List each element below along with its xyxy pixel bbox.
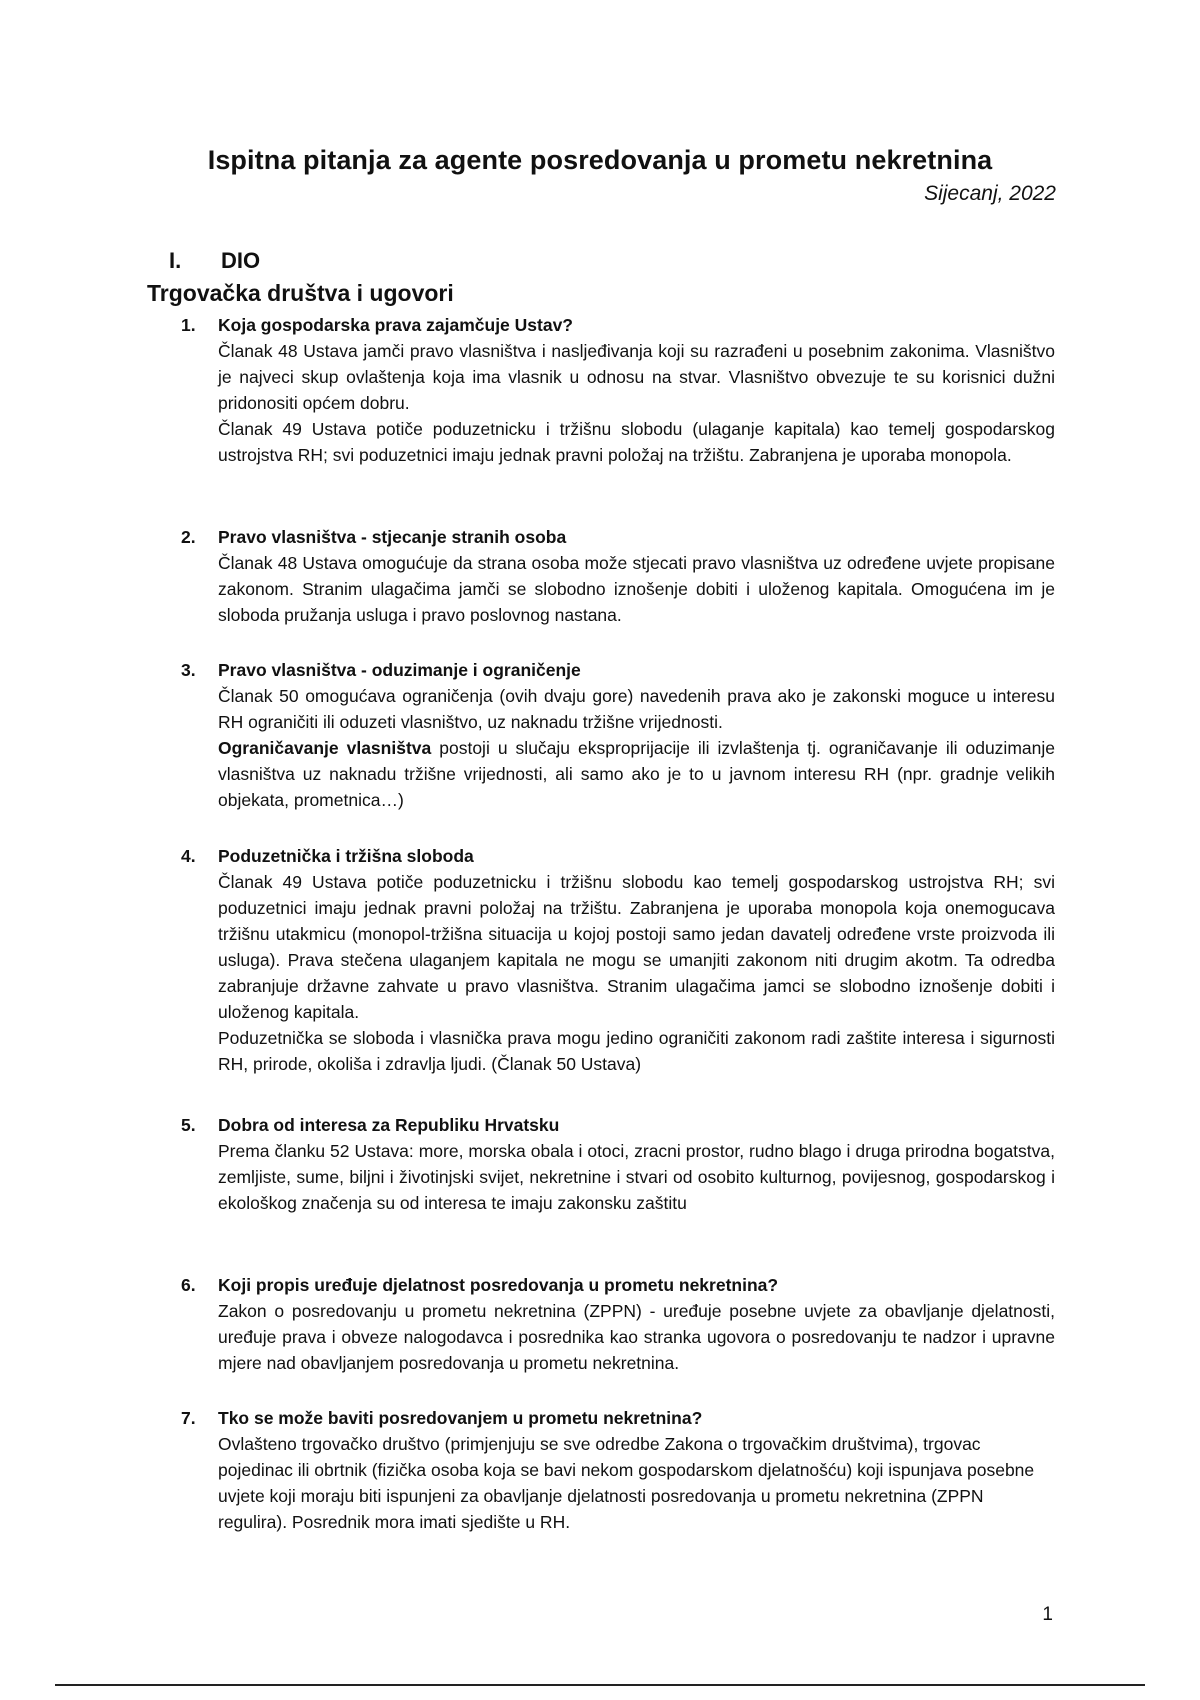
question-answer [218, 550, 1055, 628]
answer-paragraph: Članak 48 Ustava omogućuje da strana osoba može stjecati pravo vlasništva uz određene uvjete propisane zakonom. Stranim ulagačima jamči se slobodno iznošenje dobiti i uloženog kapitala. Omogućena im je sloboda pružanja usluga i pravo poslovnog nastana. [218, 553, 1055, 625]
question-answer [218, 869, 1055, 1077]
answer-paragraph: Članak 48 Ustava jamči pravo vlasništva i nasljeđivanja koji su razrađeni u posebnim zakonima. Vlasništvo je najveci skup ovlaštenja koja ima vlasnik u odnosu na stvar. Vlasništvo obvezuje te su korisnici dužni pridonositi općem dobru. [218, 341, 1055, 413]
question-title: Koja gospodarska prava zajamčuje Ustav? [218, 315, 573, 335]
answer-paragraph: Ovlašteno trgovačko društvo (primjenjuju se sve odredbe Zakona o trgovačkim društvima), trgovac pojedinac ili obrtnik (fizička osoba koja se bavi nekom gospodarskom djelatnošću) koji ispunjava posebne uvjete koji moraju biti ispunjeni za obavljanje djelatnosti posredovanja u prometu nekretnina (ZPPN regulira). Posrednik mora imati sjedište u RH. [218, 1434, 1035, 1532]
answer-paragraph: Zakon o posredovanju u prometu nekretnina (ZPPN) - uređuje posebne uvjete za obavljanje djelatnosti, uređuje prava i obveze nalogodavca i posrednika kao stranka ugovora o posredovanju te nadzor i upravne mjere nad obavljanjem posredovanja u prometu nekretnina. [218, 1301, 1055, 1373]
question-3 [181, 657, 1055, 813]
question-6 [181, 1272, 1055, 1376]
question-number: 4. [181, 846, 196, 866]
page-number: 1 [1042, 1604, 1053, 1625]
footer-rule [55, 1684, 1145, 1686]
answer-bold-lead: Ograničavanje vlasništva [218, 738, 432, 758]
question-answer [218, 683, 1055, 813]
answer-paragraph: Članak 49 Ustava potiče poduzetnicku i tržišnu slobodu kao temelj gospodarskog ustrojstva RH; svi poduzetnici imaju jednak pravni položaj na tržištu. Zabranjena je uporaba monopola koja onemogucava tržišnu utakmicu (monopol-tržišna situacija u kojoj postoji samo jedan davatelj određene vrste proizvoda ili usluga). Prava stečena ulaganjem kapitala ne mogu se umanjiti zakonom niti drugim akotm. Ta odredba zabranjuje državne zahvate u pravo vlasništva. Stranim ulagačima jamci se slobodno iznošenje dobiti i uloženog kapitala. [218, 872, 1055, 1022]
question-7 [181, 1405, 1055, 1535]
question-title: Koji propis uređuje djelatnost posredovanja u prometu nekretnina? [218, 1275, 779, 1295]
question-heading [181, 1112, 1055, 1138]
question-answer [218, 1138, 1055, 1216]
question-answer [218, 1431, 1055, 1535]
answer-text: postoji u slučaju eksproprijacije ili izvlaštenja tj. ograničavanje ili oduzimanje vlasništva uz naknadu tržišne vrijednosti, ali samo ako je to u javnom interesu RH (npr. gradnje velikih objekata, prometnica…) [218, 738, 1055, 810]
answer-paragraph: Članak 50 omogućava ograničenja (ovih dvaju gore) navedenih prava ako je zakonski moguce u interesu RH ograničiti ili oduzeti vlasništvo, uz naknadu tržišne vrijednosti. [218, 686, 1055, 732]
question-answer [218, 1298, 1055, 1376]
section-title: Trgovačka društva i ugovori [147, 280, 454, 306]
question-4 [181, 843, 1055, 1077]
document-date: Sijecanj, 2022 [924, 182, 1056, 205]
question-heading [181, 1405, 1055, 1431]
question-number: 5. [181, 1115, 196, 1135]
question-heading [181, 657, 1055, 683]
question-title: Pravo vlasništva - oduzimanje i ograničenje [218, 660, 581, 680]
question-heading [181, 1272, 1055, 1298]
question-number: 3. [181, 660, 196, 680]
question-5 [181, 1112, 1055, 1216]
answer-paragraph: Poduzetnička se sloboda i vlasnička prava mogu jedino ograničiti zakonom radi zaštite interesa i sigurnosti RH, prirode, okoliša i zdravlja ljudi. (Članak 50 Ustava) [218, 1028, 1055, 1074]
question-number: 6. [181, 1275, 196, 1295]
question-number: 7. [181, 1408, 196, 1428]
answer-paragraph: Prema članku 52 Ustava: more, morska obala i otoci, zracni prostor, rudno blago i druga prirodna bogatstva, zemljiste, sume, biljni i životinjski svijet, nekretnine i stvari od osobito kulturnog, povijesnog, gospodarskog i ekološkog značenja su od interesa te imaju zakonsku zaštitu [218, 1141, 1055, 1213]
question-title: Dobra od interesa za Republiku Hrvatsku [218, 1115, 560, 1135]
question-number: 1. [181, 315, 196, 335]
answer-paragraph [218, 735, 1055, 813]
part-number: I. [169, 248, 182, 273]
question-heading [181, 524, 1055, 550]
question-heading [181, 312, 1055, 338]
question-answer [218, 338, 1055, 468]
question-2 [181, 524, 1055, 628]
question-title: Poduzetnička i tržišna sloboda [218, 846, 474, 866]
question-1 [181, 312, 1055, 468]
part-heading [169, 248, 260, 274]
question-heading [181, 843, 1055, 869]
answer-paragraph: Članak 49 Ustava potiče poduzetnicku i tržišnu slobodu (ulaganje kapitala) kao temelj gospodarskog ustrojstva RH; svi poduzetnici imaju jednak pravni položaj na tržištu. Zabranjena je uporaba monopola. [218, 419, 1055, 465]
document-title: Ispitna pitanja za agente posredovanja u prometu nekretnina [207, 145, 993, 175]
question-title: Tko se može baviti posredovanjem u prometu nekretnina? [218, 1408, 703, 1428]
question-number: 2. [181, 527, 196, 547]
question-title: Pravo vlasništva - stjecanje stranih osoba [218, 527, 567, 547]
part-label: DIO [221, 248, 261, 273]
